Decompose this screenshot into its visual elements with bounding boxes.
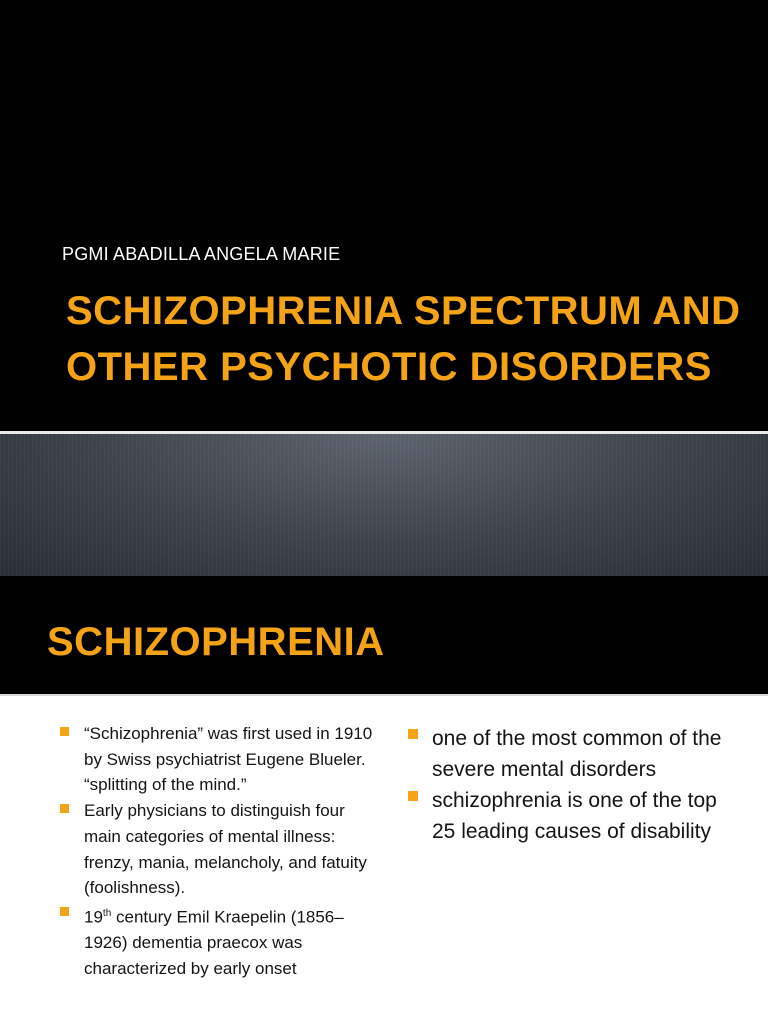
square-bullet-icon: [60, 727, 69, 736]
right-bullet-list: [408, 723, 738, 847]
slide-header: [0, 576, 768, 694]
bullet-text: one of the most common of the severe mental disorders: [432, 727, 722, 781]
list-item: [60, 798, 380, 901]
list-item: [408, 723, 738, 785]
divider-line: [0, 694, 768, 696]
square-bullet-icon: [60, 907, 69, 916]
content-slide: [0, 576, 768, 1024]
list-item: [60, 721, 380, 798]
list-item: [60, 901, 380, 982]
slide-heading: SCHIZOPHRENIA: [47, 620, 385, 664]
divider-line: [0, 431, 768, 434]
bullet-text: “Schizophrenia” was first used in 1910 by Swiss psychiatrist Eugene Blueler. “splitting of the mind.”: [84, 724, 373, 795]
list-item: [408, 785, 738, 847]
square-bullet-icon: [408, 791, 418, 801]
bullet-number: 19: [84, 907, 103, 927]
square-bullet-icon: [408, 729, 418, 739]
left-bullet-list: [60, 721, 380, 982]
bullet-text: Early physicians to distinguish four main categories of mental illness: frenzy, mania, melancholy, and fatuity (foolishness).: [84, 801, 367, 898]
bullet-superscript: th: [102, 907, 112, 919]
decorative-band: [0, 434, 768, 576]
author-subtitle: PGMI ABADILLA ANGELA MARIE: [62, 244, 341, 264]
bullet-text: schizophrenia is one of the top 25 leading causes of disability: [432, 789, 717, 843]
bullet-text: century Emil Kraepelin (1856–1926) dementia praecox was characterized by early onset: [84, 907, 344, 978]
slide-title: SCHIZOPHRENIA SPECTRUM AND OTHER PSYCHOTIC DISORDERS: [66, 289, 741, 389]
square-bullet-icon: [60, 804, 69, 813]
